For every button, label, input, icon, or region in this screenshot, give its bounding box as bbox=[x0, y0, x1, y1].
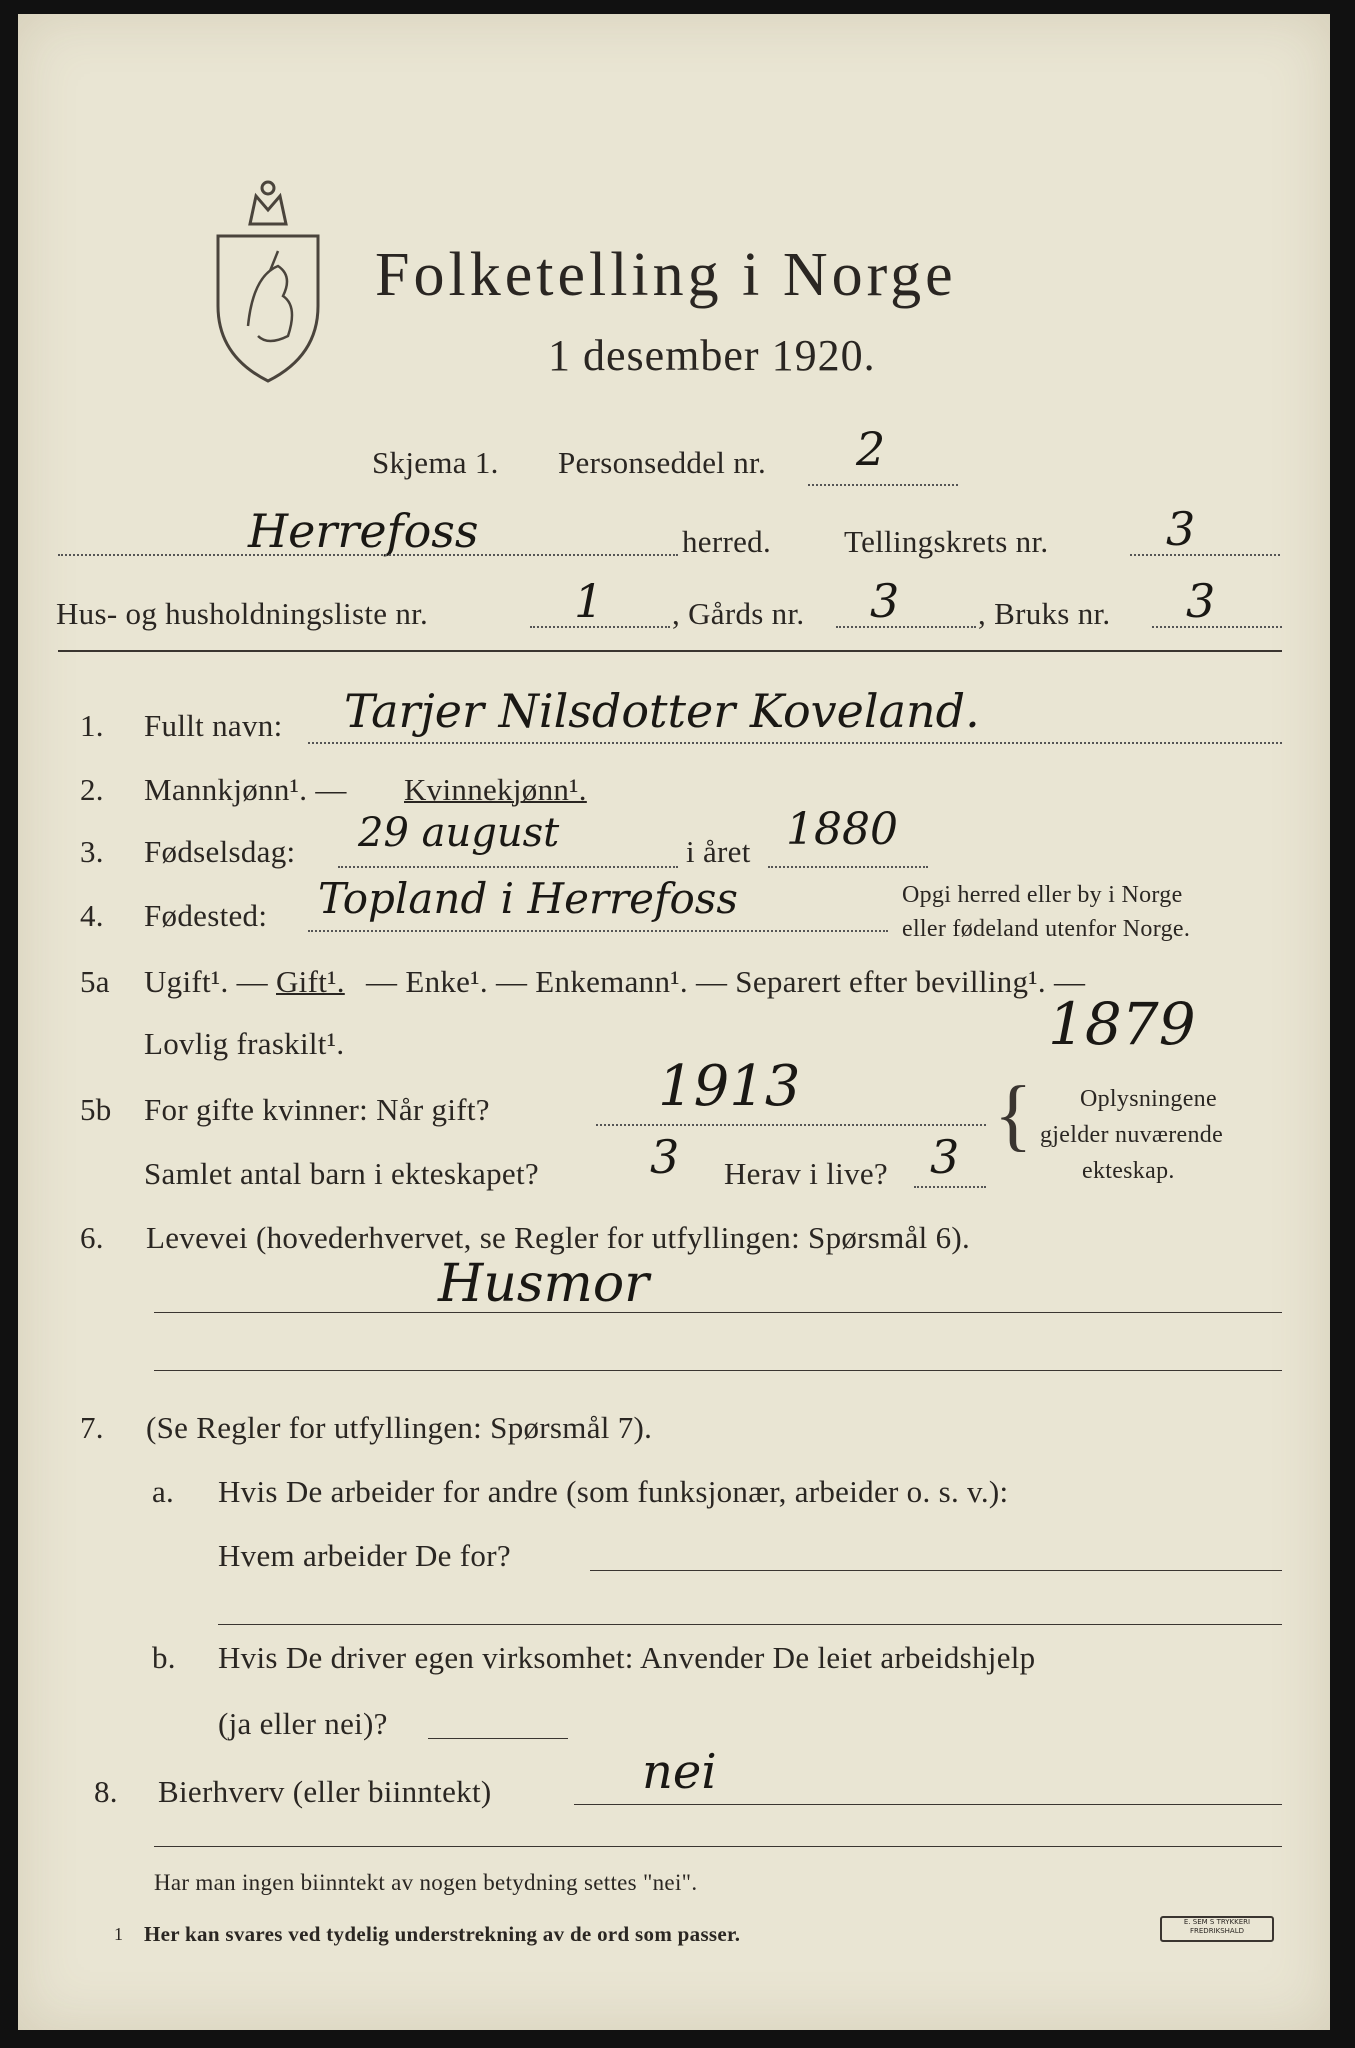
q7a-question: Hvem arbeider De for? bbox=[218, 1538, 511, 1573]
q7b-question: (ja eller nei)? bbox=[218, 1706, 388, 1741]
q3-number: 3. bbox=[80, 834, 104, 869]
herred-line bbox=[58, 554, 678, 556]
q7b-text: Hvis De driver egen virksomhet: Anvender De leiet arbeidshjelp bbox=[218, 1640, 1036, 1675]
q5b-number: 5b bbox=[80, 1092, 112, 1127]
q4-note-2: eller fødeland utenfor Norge. bbox=[902, 916, 1191, 942]
husliste-value: 1 bbox=[574, 574, 604, 628]
bruks-label: , Bruks nr. bbox=[978, 596, 1111, 631]
tellingskrets-label: Tellingskrets nr. bbox=[844, 524, 1049, 559]
q4-label: Fødested: bbox=[144, 898, 268, 933]
printer-stamp-text: E. SEM S TRYKKERI FREDRIKSHALD bbox=[1183, 1918, 1251, 1935]
q3-year-value: 1880 bbox=[786, 804, 898, 855]
q1-value: Tarjer Nilsdotter Koveland. bbox=[344, 684, 980, 738]
q5b-live-label: Herav i live? bbox=[724, 1156, 888, 1191]
q5a-ugift: Ugift¹. — bbox=[144, 964, 268, 999]
q4-note-1: Opgi herred eller by i Norge bbox=[902, 882, 1183, 908]
q5b-married-value: 1913 bbox=[658, 1054, 801, 1119]
skjema-label: Skjema 1. bbox=[372, 445, 499, 480]
personseddel-line bbox=[808, 484, 958, 486]
q3-year-label: i året bbox=[686, 834, 751, 869]
q1-line bbox=[308, 742, 1282, 744]
bruks-value: 3 bbox=[1186, 574, 1216, 628]
coat-of-arms-icon bbox=[208, 176, 328, 388]
q3-value: 29 august bbox=[358, 810, 560, 856]
q7a-number: a. bbox=[152, 1474, 175, 1509]
bruks-line bbox=[1152, 626, 1282, 628]
q5b-brace: { bbox=[994, 1071, 1033, 1159]
q4-line bbox=[308, 930, 888, 932]
q4-value: Topland i Herrefoss bbox=[318, 874, 738, 923]
gards-value: 3 bbox=[870, 574, 900, 628]
q8-value: nei bbox=[642, 1744, 717, 1800]
q6-number: 6. bbox=[80, 1220, 104, 1255]
q3-label: Fødselsdag: bbox=[144, 834, 296, 869]
q5b-barn-label: Samlet antal barn i ekteskapet? bbox=[144, 1156, 539, 1191]
q7a-text: Hvis De arbeider for andre (som funksjonær, arbeider o. s. v.): bbox=[218, 1474, 1009, 1509]
q5a-number: 5a bbox=[80, 964, 110, 999]
q8-line bbox=[574, 1804, 1282, 1805]
footnote-text: Her kan svares ved tydelig understrekning av de ord som passer. bbox=[144, 1922, 741, 1946]
footer-divider bbox=[154, 1846, 1282, 1847]
q5b-note-2: gjelder nuværende bbox=[1040, 1122, 1224, 1148]
q5a-margin-note: 1879 bbox=[1048, 990, 1196, 1058]
printer-stamp bbox=[1160, 1916, 1274, 1942]
gards-label: , Gårds nr. bbox=[672, 596, 805, 631]
q7a-line-1 bbox=[590, 1570, 1282, 1571]
q3-line bbox=[338, 866, 678, 868]
q5b-barn-value: 3 bbox=[650, 1130, 680, 1184]
q7-label: (Se Regler for utfyllingen: Spørsmål 7). bbox=[146, 1410, 653, 1445]
q6-value: Husmor bbox=[438, 1254, 649, 1314]
form-date: 1 desember 1920. bbox=[548, 331, 876, 380]
gards-line bbox=[836, 626, 976, 628]
tellingskrets-line bbox=[1130, 554, 1280, 556]
tellingskrets-value: 3 bbox=[1166, 502, 1196, 556]
q5b-label: For gifte kvinner: Når gift? bbox=[144, 1092, 490, 1127]
q1-label: Fullt navn: bbox=[144, 708, 283, 743]
herred-label: herred. bbox=[682, 524, 772, 559]
q5b-married-line bbox=[596, 1124, 986, 1126]
q5b-live-line bbox=[914, 1186, 986, 1188]
husliste-label: Hus- og husholdningsliste nr. bbox=[56, 596, 429, 631]
q7b-line bbox=[428, 1738, 568, 1739]
q7a-line-2 bbox=[218, 1624, 1282, 1625]
footer-note: Har man ingen biinntekt av nogen betydning settes "nei". bbox=[154, 1870, 698, 1895]
q2-female: Kvinnekjønn¹. bbox=[404, 772, 587, 807]
q7b-number: b. bbox=[152, 1640, 176, 1675]
q8-number: 8. bbox=[94, 1774, 118, 1809]
q8-label: Bierhverv (eller biinntekt) bbox=[158, 1774, 492, 1809]
q5a-line-2: Lovlig fraskilt¹. bbox=[144, 1026, 345, 1061]
q5b-live-value: 3 bbox=[930, 1130, 960, 1184]
q2-number: 2. bbox=[80, 772, 104, 807]
q5b-note-3: ekteskap. bbox=[1082, 1158, 1175, 1184]
q2-male: Mannkjønn¹. — bbox=[144, 772, 347, 807]
q5a-rest: — Enke¹. — Enkemann¹. — Separert efter bevilling¹. — bbox=[366, 964, 1086, 999]
personseddel-label: Personseddel nr. bbox=[558, 445, 766, 480]
q6-label: Levevei (hovederhvervet, se Regler for utfyllingen: Spørsmål 6). bbox=[146, 1220, 971, 1255]
footnote-number: 1 bbox=[114, 1924, 124, 1944]
personseddel-value: 2 bbox=[856, 422, 886, 476]
q1-number: 1. bbox=[80, 708, 104, 743]
q5b-note-1: Oplysningene bbox=[1080, 1086, 1217, 1112]
form-title: Folketelling i Norge bbox=[375, 241, 957, 309]
q3-year-line bbox=[768, 866, 928, 868]
header-divider bbox=[58, 650, 1282, 652]
q4-number: 4. bbox=[80, 898, 104, 933]
q5a-gift: Gift¹. bbox=[276, 964, 345, 999]
husliste-line bbox=[530, 626, 670, 628]
census-form bbox=[18, 14, 1330, 2030]
q6-line-1 bbox=[154, 1312, 1282, 1313]
q6-line-2 bbox=[154, 1370, 1282, 1371]
q7-number: 7. bbox=[80, 1410, 104, 1445]
herred-value: Herrefoss bbox=[248, 504, 479, 558]
